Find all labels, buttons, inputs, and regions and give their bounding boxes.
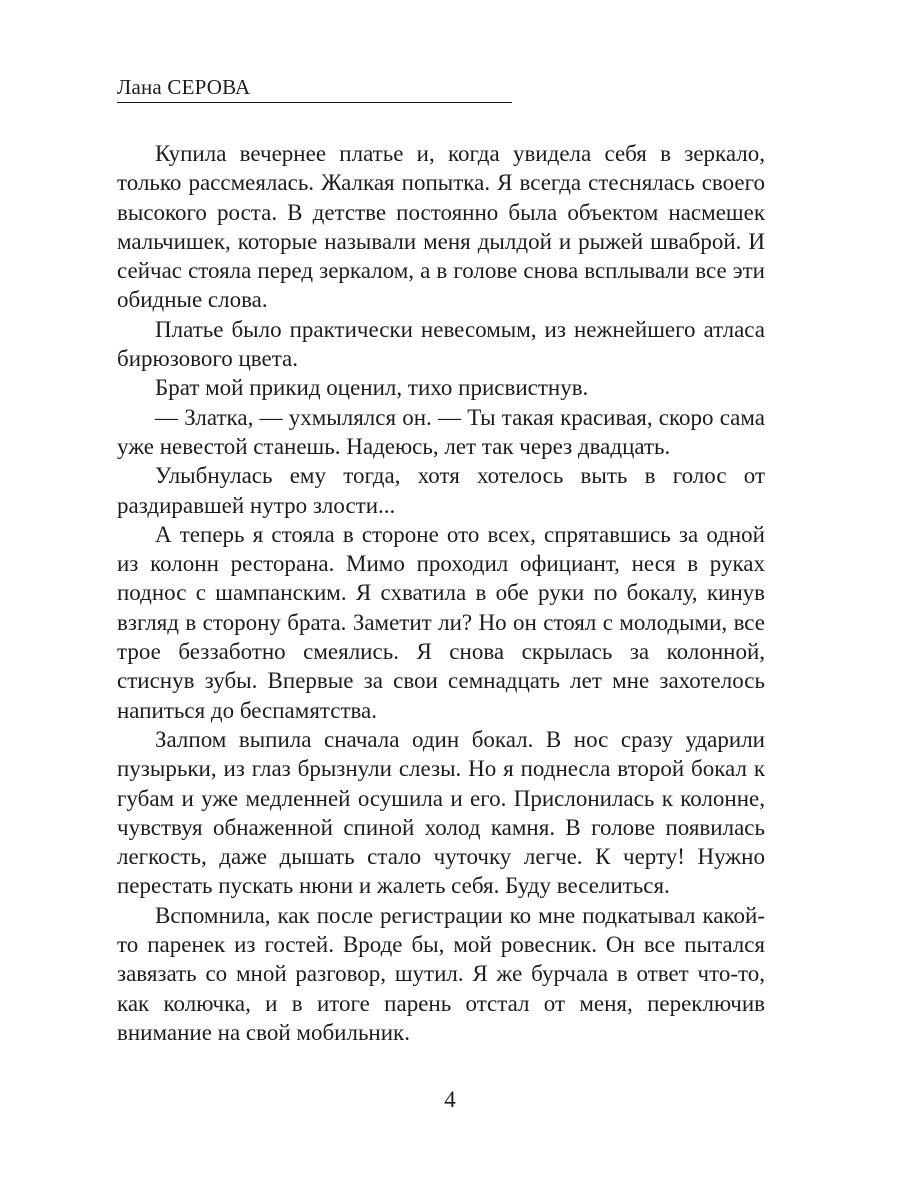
paragraph: Брат мой прикид оценил, тихо присвистнув. bbox=[155, 375, 589, 401]
paragraph: Купила вечернее платье и, когда увидела себя в зеркало, только рассмеялась. Жалкая попытка. Я всегда стеснялась своего высокого роста. В детстве постоянно была объектом насмешек мальчишек, которые называли меня дылдой и рыжей шваброй. И сейчас стояла перед зеркалом, а в голове снова всплывали все эти обидные слова. bbox=[117, 141, 765, 313]
running-head bbox=[117, 74, 250, 100]
author-first-name: Лана bbox=[117, 75, 162, 99]
paragraph: Улыбнулась ему тогда, хотя хотелось выть в голос от раздиравшей нутро злости... bbox=[117, 463, 765, 518]
body-text bbox=[117, 139, 765, 1047]
author-last-name: СЕРОВА bbox=[167, 75, 251, 99]
paragraph: — Златка, — ухмылялся он. — Ты такая красивая, скоро сама уже невестой станешь. Надеюсь, лет так через двадцать. bbox=[117, 404, 765, 459]
paragraph: А теперь я стояла в стороне ото всех, спрятавшись за одной из колонн ресторана. Мимо проходил официант, неся в руках поднос с шампанским. Я схватила в обе руки по бокалу, кинув взгляд в сторону брата. Заметит ли? Но он стоял с молодыми, все трое беззаботно смеялись. Я снова скрылась за колонной, стиснув зубы. Впервые за свои семнадцать лет мне захотелось напиться до беспамятства. bbox=[117, 521, 765, 723]
paragraph: Платье было практически невесомым, из нежнейшего атласа бирюзового цвета. bbox=[117, 316, 765, 372]
header-rule bbox=[117, 102, 512, 103]
page-number: 4 bbox=[444, 1087, 456, 1112]
paragraph: Вспомнила, как после регистрации ко мне подкатывал какой-то паренек из гостей. Вроде бы, мой ровесник. Он все пытался завязать со мной разговор, шутил. Я же бурчала в ответ что-то, как колючка, и в итоге парень отстал от меня, переключив внимание на свой мобильник. bbox=[117, 902, 765, 1045]
paragraph: Залпом выпила сначала один бокал. В нос сразу ударили пузырьки, из глаз брызнули слезы. Но я поднесла второй бокал к губам и уже медленней осушила и его. Прислонилась к колонне, чувствуя обнаженной спиной холод камня. В голове появилась легкость, даже дышать стало чуточку легче. К черту! Нужно перестать пускать нюни и жалеть себя. Буду веселиться. bbox=[117, 726, 765, 899]
